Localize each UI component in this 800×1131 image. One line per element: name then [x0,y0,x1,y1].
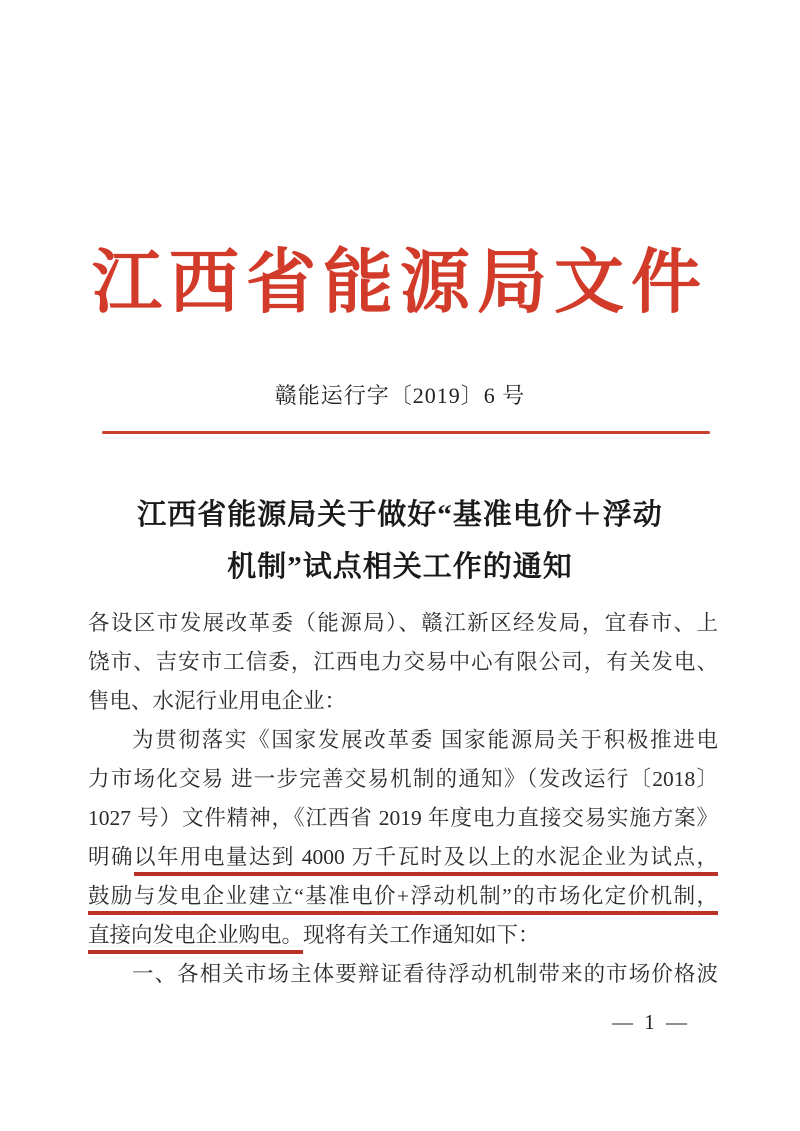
agency-header: 江西省能源局文件 [92,245,708,322]
red-underlined-text: 直接向发电企业购电。 [88,923,303,954]
body-line-text: 现将有关工作通知如下： [303,923,540,947]
body-line-text: 1027 号）文件精神，《江西省 2019 年度电力直接交易实施方案》 [88,806,718,830]
document-number: 赣能运行字〔2019〕6 号 [274,383,526,408]
document-title [60,489,740,593]
body-line [88,916,718,955]
body-text [88,604,718,994]
body-line [88,838,718,877]
body-line [88,799,718,838]
body-line-text: 各设区市发展改革委（能源局）、赣江新区经发局，宜春市、上 [88,611,718,635]
page-number: — 1 — [612,1010,690,1034]
body-line-text: 力市场化交易 进一步完善交易机制的通知》（发改运行〔2018〕 [88,767,718,791]
body-line [88,760,718,799]
body-line-text: 一、各相关市场主体要辩证看待浮动机制带来的市场价格波 [132,962,718,986]
body-line-text: 售电、水泥行业用电企业： [88,689,347,713]
document-title-line-1: 江西省能源局关于做好“基准电价＋浮动 [137,499,663,531]
body-line [88,643,718,682]
document-title-line-2: 机制”试点相关工作的通知 [227,551,573,583]
body-line-text: 为贯彻落实《国家发展改革委 国家能源局关于积极推进电 [132,728,718,752]
red-underlined-text: 以年用电量达到 4000 万千瓦时及以上的水泥企业为试点， [134,845,718,876]
body-line [88,604,718,643]
body-line [88,682,718,721]
body-line-text: 明确 [88,845,134,869]
red-underlined-text: 鼓励与发电企业建立“基准电价+浮动机制”的市场化定价机制， [88,884,718,915]
body-line [88,955,718,994]
body-line-text: 饶市、吉安市工信委，江西电力交易中心有限公司，有关发电、 [88,650,718,674]
body-line [88,877,718,916]
red-separator-line [102,431,710,434]
body-line [88,721,718,760]
